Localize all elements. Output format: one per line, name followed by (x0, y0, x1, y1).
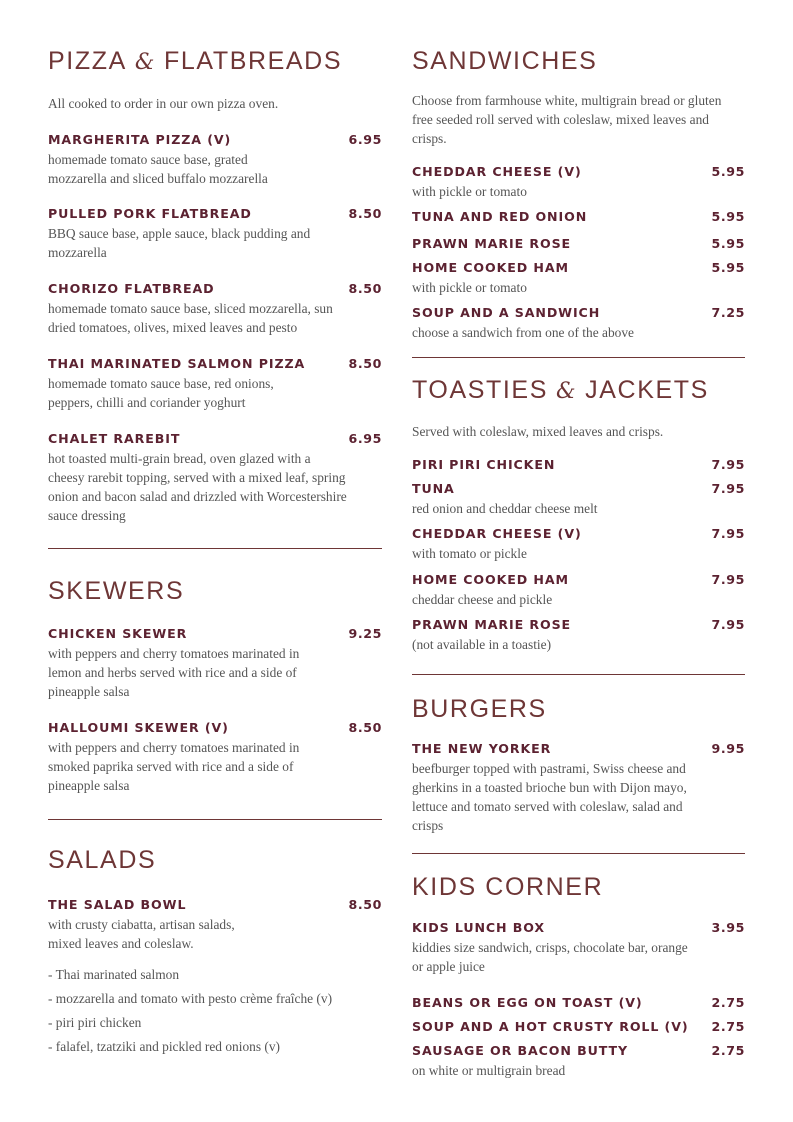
menu-item (48, 626, 382, 701)
menu-item (48, 281, 382, 337)
menu-item (412, 741, 745, 835)
section-divider (48, 819, 382, 820)
menu-item (48, 431, 382, 525)
item-name: CHEDDAR CHEESE (V) (412, 526, 582, 541)
item-price: 8.50 (348, 897, 382, 912)
toasties-heading (412, 378, 709, 403)
menu-item (412, 617, 745, 654)
item-name: TUNA AND RED ONION (412, 209, 588, 224)
section-divider (412, 357, 745, 358)
menu-item (48, 356, 382, 412)
item-price: 5.95 (711, 260, 745, 275)
item-price: 7.95 (711, 526, 745, 541)
menu-item (412, 260, 745, 297)
burgers-heading: BURGERS (412, 695, 547, 723)
item-name: CHORIZO FLATBREAD (48, 281, 215, 296)
menu-item (48, 206, 382, 262)
menu-item (412, 995, 745, 1011)
menu-item (412, 1043, 745, 1080)
skewers-heading: SKEWERS (48, 577, 185, 605)
item-description: with peppers and cherry tomatoes marinated in smoked paprika served with rice and a side of pineapple salsa (48, 740, 300, 793)
item-price: 7.25 (711, 305, 745, 320)
item-name: HOME COOKED HAM (412, 260, 569, 275)
sandwiches-intro: Choose from farmhouse white, multigrain bread or gluten free seeded roll served with coleslaw, mixed leaves and crisps. (412, 93, 722, 146)
item-name: SOUP AND A HOT CRUSTY ROLL (V) (412, 1019, 689, 1034)
item-name: MARGHERITA PIZZA (V) (48, 132, 232, 147)
item-name: CHALET RAREBIT (48, 431, 181, 446)
salad-option: - mozzarella and tomato with pesto crème fraîche (v) (48, 991, 333, 1006)
item-description: red onion and cheddar cheese melt (412, 501, 598, 516)
item-name: PULLED PORK FLATBREAD (48, 206, 252, 221)
item-price: 7.95 (711, 481, 745, 496)
item-name: CHEDDAR CHEESE (V) (412, 164, 582, 179)
item-name: CHICKEN SKEWER (48, 626, 188, 641)
pizza-heading (48, 49, 342, 74)
item-description: with tomato or pickle (412, 546, 527, 561)
item-name: HOME COOKED HAM (412, 572, 569, 587)
item-price: 3.95 (711, 920, 745, 935)
menu-item (412, 481, 745, 518)
item-description: on white or multigrain bread (412, 1063, 566, 1078)
salads-heading: SALADS (48, 846, 157, 874)
item-price: 8.50 (348, 206, 382, 221)
item-name: KIDS LUNCH BOX (412, 920, 546, 935)
item-description: choose a sandwich from one of the above (412, 325, 634, 340)
item-price: 7.95 (711, 617, 745, 632)
toasties-heading-part-1: TOASTIES (412, 376, 548, 404)
item-price: 5.95 (711, 236, 745, 251)
item-description: with crusty ciabatta, artisan salads, mixed leaves and coleslaw. (48, 917, 235, 951)
kids-heading: KIDS CORNER (412, 873, 604, 901)
salad-option: - piri piri chicken (48, 1015, 142, 1030)
item-description: kiddies size sandwich, crisps, chocolate bar, orange or apple juice (412, 940, 688, 974)
section-divider (412, 674, 745, 675)
item-description: cheddar cheese and pickle (412, 592, 553, 607)
menu-item (412, 305, 745, 342)
item-price: 9.25 (348, 626, 382, 641)
ampersand: & (134, 50, 157, 75)
item-description: with peppers and cherry tomatoes marinated in lemon and herbs served with rice and a side of pineapple salsa (48, 646, 300, 699)
item-description: hot toasted multi-grain bread, oven glazed with a cheesy rarebit topping, served with a mixed leaf, spring onion and bacon salad and drizzled with Worcestershire sauce dressing (48, 451, 347, 523)
ampersand: & (555, 379, 578, 404)
item-description: with pickle or tomato (412, 184, 527, 199)
toasties-intro: Served with coleslaw, mixed leaves and crisps. (412, 424, 664, 439)
item-price: 7.95 (711, 572, 745, 587)
item-name: PIRI PIRI CHICKEN (412, 457, 556, 472)
section-divider (412, 853, 745, 854)
item-price: 6.95 (348, 132, 382, 147)
item-price: 5.95 (711, 209, 745, 224)
toasties-heading-part-2: JACKETS (585, 376, 709, 404)
item-name: HALLOUMI SKEWER (V) (48, 720, 229, 735)
item-price: 7.95 (711, 457, 745, 472)
menu-item (48, 897, 382, 953)
menu-item (412, 236, 745, 252)
item-price: 8.50 (348, 281, 382, 296)
menu-item (412, 572, 745, 609)
pizza-heading-part-2: FLATBREADS (164, 47, 343, 75)
item-name: SAUSAGE OR BACON BUTTY (412, 1043, 629, 1058)
item-name: THE SALAD BOWL (48, 897, 187, 912)
menu-item (48, 132, 382, 188)
menu-item (412, 164, 745, 201)
pizza-heading-part-1: PIZZA (48, 47, 127, 75)
item-description: with pickle or tomato (412, 280, 527, 295)
item-price: 5.95 (711, 164, 745, 179)
item-price: 9.95 (711, 741, 745, 756)
pizza-intro: All cooked to order in our own pizza oven. (48, 96, 279, 111)
menu-item (412, 526, 745, 563)
item-name: BEANS OR EGG ON TOAST (V) (412, 995, 643, 1010)
item-price: 6.95 (348, 431, 382, 446)
salad-option: - falafel, tzatziki and pickled red onions (v) (48, 1039, 281, 1054)
item-description: (not available in a toastie) (412, 637, 552, 652)
item-name: PRAWN MARIE ROSE (412, 236, 572, 251)
menu-item (412, 209, 745, 225)
section-divider (48, 548, 382, 549)
item-description: homemade tomato sauce base, sliced mozzarella, sun dried tomatoes, olives, mixed leaves and pesto (48, 301, 333, 335)
menu-item (412, 1019, 745, 1035)
item-price: 2.75 (711, 995, 745, 1010)
item-name: TUNA (412, 481, 455, 496)
item-price: 8.50 (348, 356, 382, 371)
sandwiches-heading: SANDWICHES (412, 47, 598, 75)
item-price: 2.75 (711, 1043, 745, 1058)
item-description: homemade tomato sauce base, red onions, peppers, chilli and coriander yoghurt (48, 376, 274, 410)
salad-options-list (48, 963, 332, 1059)
salad-option: - Thai marinated salmon (48, 967, 180, 982)
menu-item (412, 457, 745, 473)
item-name: SOUP AND A SANDWICH (412, 305, 601, 320)
menu-item (48, 720, 382, 795)
item-name: THE NEW YORKER (412, 741, 552, 756)
item-name: THAI MARINATED SALMON PIZZA (48, 356, 306, 371)
item-price: 8.50 (348, 720, 382, 735)
item-description: beefburger topped with pastrami, Swiss cheese and gherkins in a toasted brioche bun with Dijon mayo, lettuce and tomato served with coleslaw, salad and crisps (412, 761, 687, 833)
item-description: BBQ sauce base, apple sauce, black pudding and mozzarella (48, 226, 311, 260)
item-description: homemade tomato sauce base, grated mozzarella and sliced buffalo mozzarella (48, 152, 268, 186)
item-price: 2.75 (711, 1019, 745, 1034)
menu-item (412, 920, 745, 976)
item-name: PRAWN MARIE ROSE (412, 617, 572, 632)
